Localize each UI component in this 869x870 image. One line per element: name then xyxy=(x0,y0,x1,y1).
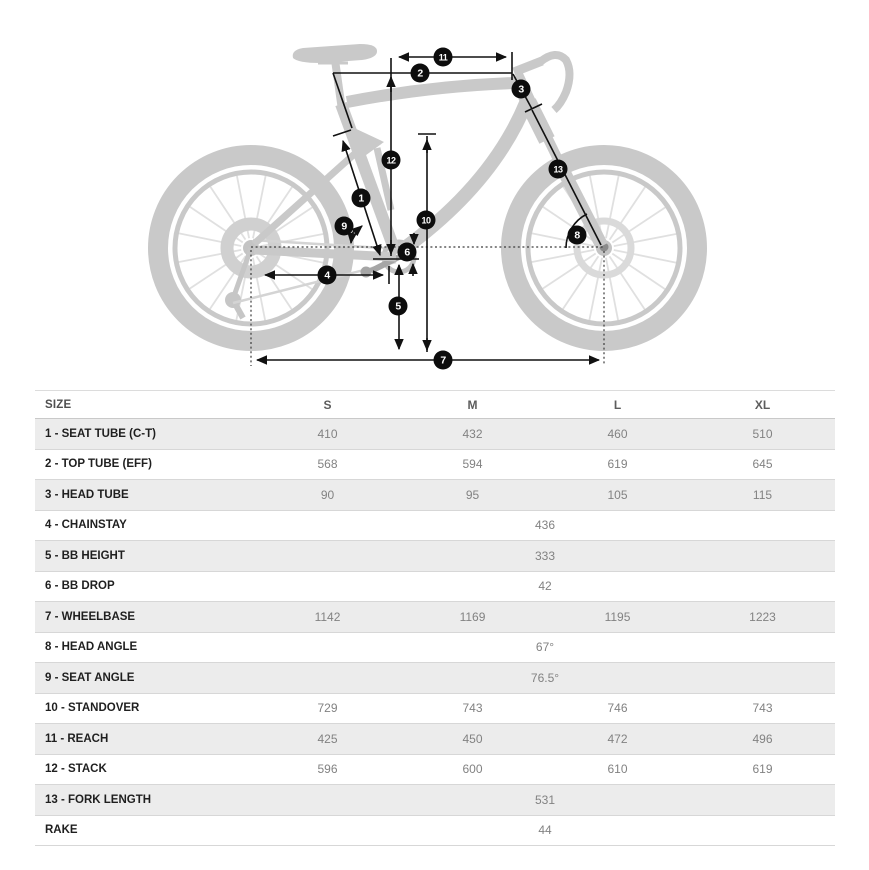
col-header-l: L xyxy=(613,397,622,412)
table-row xyxy=(35,694,835,725)
geometry-table xyxy=(35,390,835,846)
callout-6 xyxy=(398,243,417,262)
pedal xyxy=(361,267,372,278)
table-row xyxy=(35,633,835,664)
table-row xyxy=(35,480,835,511)
row-value: 743 xyxy=(752,701,773,716)
row-value: 90 xyxy=(320,487,335,502)
callout-7 xyxy=(434,351,453,370)
handlebar xyxy=(540,55,570,110)
row-value: 1195 xyxy=(604,609,631,624)
svg-text:12: 12 xyxy=(386,155,396,166)
table-header xyxy=(35,391,835,419)
row-value: 472 xyxy=(607,731,628,746)
row-value: 568 xyxy=(317,457,338,472)
row-value: 600 xyxy=(462,762,483,777)
svg-text:8: 8 xyxy=(574,229,580,242)
row-value: 1142 xyxy=(314,609,341,624)
row-value-merged: 67° xyxy=(535,640,555,655)
callout-11 xyxy=(434,48,453,67)
callout-10 xyxy=(417,211,436,230)
svg-text:6: 6 xyxy=(404,246,410,259)
row-label: 10 - STANDOVER xyxy=(45,702,140,715)
table-row xyxy=(35,511,835,542)
callout-4 xyxy=(318,266,337,285)
row-value: 746 xyxy=(607,701,628,716)
bike-geometry-diagram xyxy=(0,0,869,388)
row-value: 743 xyxy=(462,701,483,716)
diagram-area xyxy=(0,0,869,388)
row-value: 95 xyxy=(465,487,480,502)
callout-9 xyxy=(335,217,354,236)
table-row xyxy=(35,541,835,572)
stem xyxy=(514,61,542,72)
row-label: 5 - BB HEIGHT xyxy=(45,549,125,562)
row-label: 11 - REACH xyxy=(45,732,109,745)
row-label: 1 - SEAT TUBE (C-T) xyxy=(45,427,156,440)
callout-3 xyxy=(512,80,531,99)
row-value: 450 xyxy=(462,731,483,746)
front-wheel xyxy=(511,155,697,341)
col-header-xl: XL xyxy=(754,397,771,412)
seatpost xyxy=(335,60,342,110)
svg-text:3: 3 xyxy=(518,83,524,96)
top-tube xyxy=(347,83,514,102)
row-value: 619 xyxy=(607,457,628,472)
row-value: 645 xyxy=(752,457,773,472)
row-value: 619 xyxy=(752,762,773,777)
row-label: 4 - CHAINSTAY xyxy=(45,519,127,532)
col-header-s: S xyxy=(323,397,332,412)
svg-text:1: 1 xyxy=(358,192,364,205)
row-value: 596 xyxy=(317,762,338,777)
row-label: 9 - SEAT ANGLE xyxy=(45,671,135,684)
table-row xyxy=(35,785,835,816)
table-row xyxy=(35,450,835,481)
table-row xyxy=(35,724,835,755)
table-row xyxy=(35,755,835,786)
saddle xyxy=(293,44,377,63)
table-row xyxy=(35,663,835,694)
row-value-merged: 333 xyxy=(534,548,556,563)
row-value-merged: 531 xyxy=(534,792,556,807)
seat-angle-arrow-down xyxy=(351,234,352,243)
size-header: SIZE xyxy=(45,398,72,411)
svg-text:4: 4 xyxy=(324,269,330,282)
table-row xyxy=(35,816,835,847)
svg-text:11: 11 xyxy=(438,52,448,63)
row-value: 105 xyxy=(607,487,628,502)
svg-text:7: 7 xyxy=(440,354,446,367)
row-label: 6 - BB DROP xyxy=(45,580,115,593)
row-value: 594 xyxy=(462,457,483,472)
row-value: 496 xyxy=(752,731,773,746)
row-value: 410 xyxy=(317,426,338,441)
callout-1 xyxy=(352,189,371,208)
row-label: 8 - HEAD ANGLE xyxy=(45,641,138,654)
svg-text:9: 9 xyxy=(341,220,347,233)
row-value-merged: 76.5° xyxy=(530,670,560,685)
callout-5 xyxy=(389,297,408,316)
table-row xyxy=(35,419,835,450)
row-label: 12 - STACK xyxy=(45,763,107,776)
row-value: 1223 xyxy=(749,609,776,624)
callout-2 xyxy=(411,64,430,83)
svg-text:2: 2 xyxy=(417,67,423,80)
svg-text:10: 10 xyxy=(421,215,431,226)
row-value: 1169 xyxy=(459,609,486,624)
row-value: 425 xyxy=(317,731,338,746)
col-header-m: M xyxy=(467,397,478,412)
row-value-merged: 42 xyxy=(538,579,552,594)
row-label: 2 - TOP TUBE (EFF) xyxy=(45,458,152,471)
callout-12 xyxy=(382,151,401,170)
row-value: 460 xyxy=(607,426,628,441)
row-value: 115 xyxy=(752,487,773,502)
row-label: 13 - FORK LENGTH xyxy=(45,793,152,806)
row-value: 610 xyxy=(607,762,628,777)
row-label: RAKE xyxy=(45,824,78,837)
row-value-merged: 44 xyxy=(538,823,552,838)
callout-13 xyxy=(549,160,568,179)
row-value-merged: 436 xyxy=(534,518,556,533)
table-row xyxy=(35,602,835,633)
row-label: 7 - WHEELBASE xyxy=(45,610,136,623)
geometry-table-body xyxy=(35,419,835,846)
row-value: 729 xyxy=(317,701,338,716)
row-value: 510 xyxy=(752,426,773,441)
svg-text:5: 5 xyxy=(395,300,401,313)
table-row xyxy=(35,572,835,603)
row-label: 3 - HEAD TUBE xyxy=(45,488,129,501)
svg-text:13: 13 xyxy=(553,164,563,175)
row-value: 432 xyxy=(462,426,483,441)
callout-8 xyxy=(568,226,587,245)
